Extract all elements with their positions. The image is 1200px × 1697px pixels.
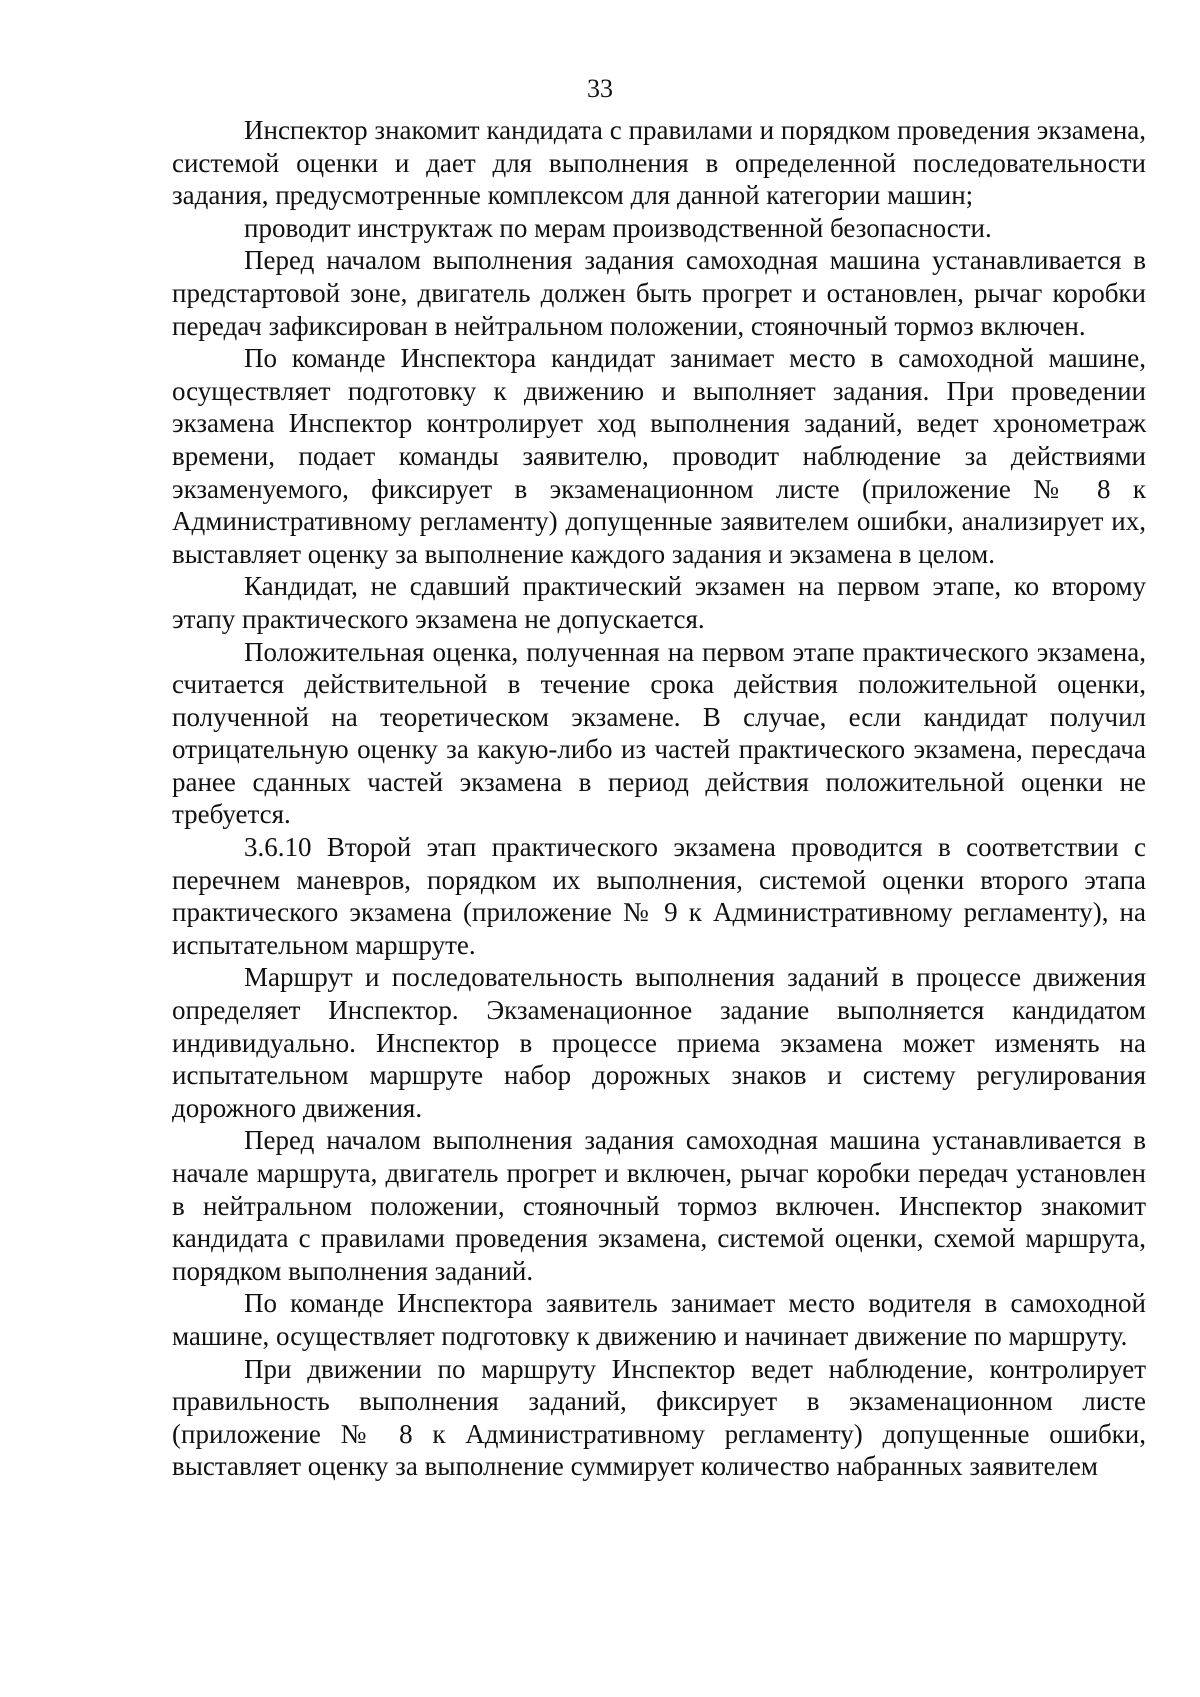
paragraph-section-3-6-10: 3.6.10 Второй этап практического экзамена проводится в соответствии с перечнем маневров, порядком их выполнения, системой оценки второго этапа практического экзамена (приложение № 9 к Административному регламенту), на испытательном маршруте. [172, 832, 1146, 960]
paragraph-driver-start: По команде Инспектора заявитель занимает место водителя в самоходной машине, осуществляет подготовку к движению и начинает движение по маршруту. [172, 1288, 1146, 1351]
paragraph-positive-grade-validity: Положительная оценка, полученная на первом этапе практического экзамена, считается действительной в течение срока действия положительной оценки, полученной на теоретическом экзамене. В случае, если кандидат получил отрицательную оценку за какую-либо из частей практического экзамена, пересдача ранее сданных частей экзамена в период действия положительной оценки не требуется. [172, 636, 1146, 830]
paragraph-start-zone-setup: Перед началом выполнения задания самоходная машина устанавливается в предстартовой зоне, двигатель должен быть прогрет и остановлен, рычаг коробки передач зафиксирован в нейтральном положении, стояночный тормоз включен. [172, 245, 1146, 341]
paragraph-route-monitoring: При движении по маршруту Инспектор ведет наблюдение, контролирует правильность выполнения заданий, фиксирует в экзаменационном листе (приложение № 8 к Административному регламенту) допущенные ошибки, выставляет оценку за выполнение суммирует количество набранных заявителем [172, 1353, 1146, 1482]
paragraph-safety-briefing: проводит инструктаж по мерам производственной безопасности. [244, 212, 992, 243]
paragraph-exam-intro: Инспектор знакомит кандидата с правилами и порядком проведения экзамена, системой оценки и дает для выполнения в определенной последовательности задания, предусмотренные комплексом для данной категории машин; [172, 115, 1146, 211]
paragraph-route-selection: Маршрут и последовательность выполнения заданий в процессе движения определяет Инспектор. Экзаменационное задание выполняется кандидатом индивидуально. Инспектор в процессе приема экзамена может изменять на испытательном маршруте набор дорожных знаков и систему регулирования дорожного движения. [172, 962, 1146, 1123]
paragraph-second-stage-admission: Кандидат, не сдавший практический экзамен на первом этапе, ко второму этапу практического экзамена не допускается. [172, 571, 1146, 634]
paragraph-inspector-control: По команде Инспектора кандидат занимает место в самоходной машине, осуществляет подготовку к движению и выполняет задания. При проведении экзамена Инспектор контролирует ход выполнения заданий, ведет хронометраж времени, подает команды заявителю, проводит наблюдение за действиями экзаменуемого, фиксирует в экзаменационном листе (приложение № 8 к Административному регламенту) допущенные заявителем ошибки, анализирует их, выставляет оценку за выполнение каждого задания и экзамена в целом. [172, 343, 1146, 569]
document-body [172, 114, 1146, 1483]
page-number: 33 [587, 74, 613, 103]
paragraph-route-start-setup: Перед началом выполнения задания самоходная машина устанавливается в начале маршрута, двигатель прогрет и включен, рычаг коробки передач установлен в нейтральном положении, стояночный тормоз включен. Инспектор знакомит кандидата с правилами проведения экзамена, системой оценки, схемой маршрута, порядком выполнения заданий. [172, 1125, 1146, 1286]
